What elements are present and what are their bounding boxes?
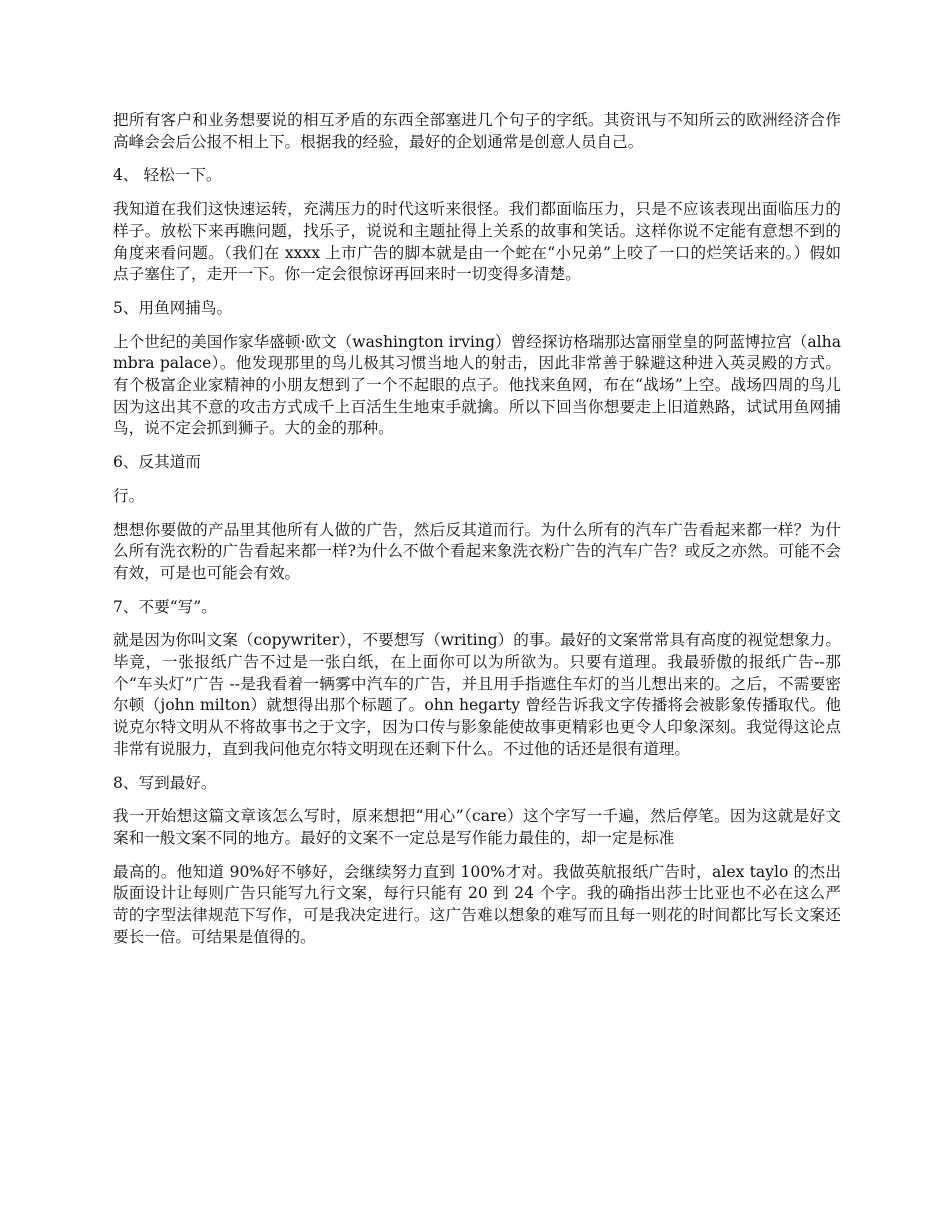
heading-fishing-net: 5、用鱼网捕鸟。 — [113, 298, 233, 317]
heading-write-best: 8、写到最好。 — [113, 773, 217, 792]
paragraph-dont-write: 就是因为你叫文案（copywriter），不要想写（writing）的事。最好的文案常常具有高度的视觉想象力。毕竟，一张报纸广告不过是一张白纸，在上面你可以为所欲为。只要有道理。我最骄傲的报纸广告--那个“车头灯”广告 --是我看着一辆雾中汽车的广告，并且用手指遮住车灯的当儿想出来的。之后，不需要密尔顿（john milton）就想得出那个标题了。ohn hegarty 曾经告诉我文字传播将会被影象传播取代。他说克尔特文明从不将故事书之于文字，因为口传与影象能使故事更精彩也更令人印象深刻。我觉得这论点非常有说服力，直到我问他克尔特文明现在还剩下什么。不过他的话还是很有道理。 — [113, 631, 841, 758]
heading-dont-write: 7、不要“写”。 — [113, 597, 217, 616]
paragraph-opposite: 想想你要做的产品里其他所有人做的广告，然后反其道而行。为什么所有的汽车广告看起来都一样？为什么所有洗衣粉的广告看起来都一样?为什么不做个看起来象洗衣粉广告的汽车广告？或反之亦然。可能不会有效，可是也可能会有效。 — [113, 520, 841, 582]
paragraph-write-best: 我一开始想这篇文章该怎么写时，原来想把“用心”（care）这个字写一千遍，然后停笔。因为这就是好文案和一般文案不同的地方。最好的文案不一定总是写作能力最佳的，却一定是标准 — [113, 807, 841, 847]
document-page — [113, 110, 841, 961]
heading-relax: 4、 轻松一下。 — [113, 166, 222, 185]
paragraph-relax: 我知道在我们这快速运转，充满压力的时代这听来很怪。我们都面临压力，只是不应该表现出面临压力的样子。放松下来再瞧问题，找乐子，说说和主题扯得上关系的故事和笑话。这样你说不定能有意想不到的角度来看问题。（我们在 xxxx 上市广告的脚本就是由一个蛇在“小兄弟”上咬了一口的烂笑话来的。）假如点子塞住了，走开一下。你一定会很惊讶再回来时一切变得多清楚。 — [113, 200, 841, 284]
heading-opposite-cont: 行。 — [113, 486, 145, 505]
paragraph-intro: 把所有客户和业务想要说的相互矛盾的东西全部塞进几个句子的字纸。其资讯与不知所云的欧洲经济合作高峰会会后公报不相上下。根据我的经验，最好的企划通常是创意人员自己。 — [113, 111, 841, 151]
paragraph-write-best-cont: 最高的。他知道 90%好不够好，会继续努力直到 100%才对。我做英航报纸广告时，alex taylo 的杰出版面设计让每则广告只能写九行文案，每行只能有 20 到 24 个字。我的确指出莎士比亚也不必在这么严苛的字型法律规范下写作，可是我决定进行。这广告难以想象的难写而且每一则花的时间都比写长文案还要长一倍。可结果是值得的。 — [113, 862, 841, 946]
heading-opposite: 6、反其道而 — [113, 453, 201, 472]
paragraph-fishing-net: 上个世纪的美国作家华盛顿·欧文（washington irving）曾经探访格瑞那达富丽堂皇的阿蓝博拉宫（alhambra palace）。他发现那里的鸟儿极其习惯当地人的射击，因此非常善于躲避这种进入英灵殿的方式。有个极富企业家精神的小朋友想到了一个不起眼的点子。他找来鱼网，布在“战场”上空。战场四周的鸟儿因为这出其不意的攻击方式成千上百活生生地束手就擒。所以下回当你想要走上旧道熟路，试试用鱼网捕鸟，说不定会抓到狮子。大的金的那种。 — [113, 332, 841, 438]
